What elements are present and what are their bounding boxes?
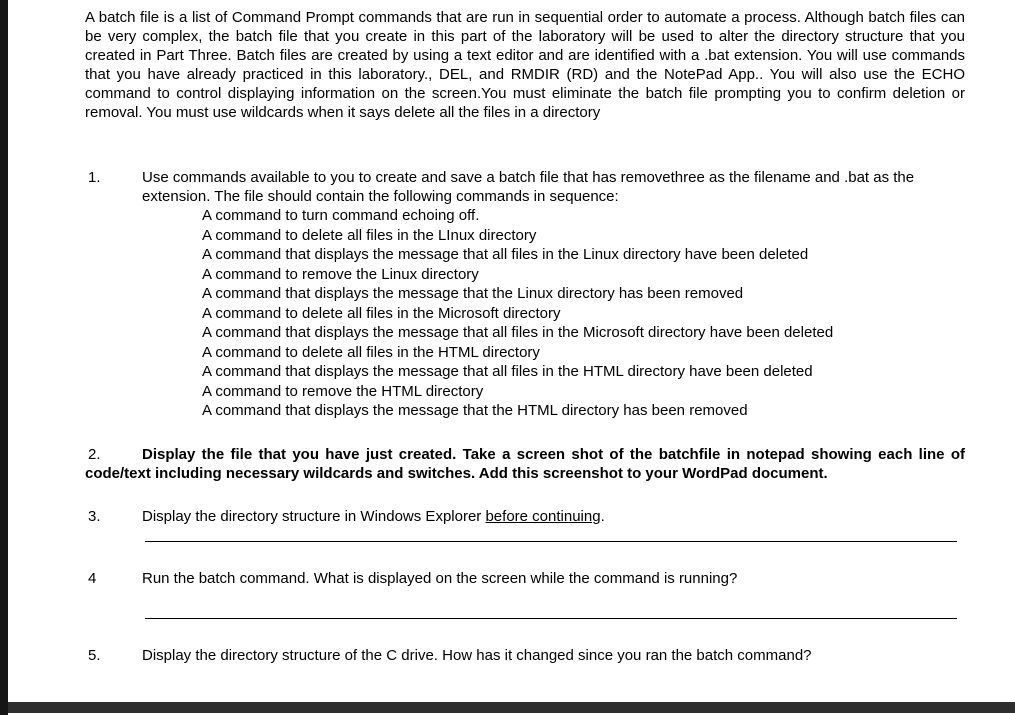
list-item-1 bbox=[85, 168, 965, 421]
item-1-body bbox=[142, 168, 965, 421]
list-item-3 bbox=[85, 507, 965, 526]
item-1-number: 1. bbox=[88, 169, 101, 187]
sub-item: A command to delete all files in the LInux directory bbox=[202, 226, 537, 244]
answer-line bbox=[145, 618, 957, 619]
sub-item: A command that displays the message that all files in the Microsoft directory have been deleted bbox=[202, 324, 834, 342]
item-4-text: Run the batch command. What is displayed on the screen while the command is running? bbox=[142, 570, 738, 588]
sub-item: A command to turn command echoing off. bbox=[202, 207, 480, 225]
sub-item: A command that displays the message that all files in the Linux directory have been deleted bbox=[202, 246, 809, 264]
sub-item: A command that displays the message that the Linux directory has been removed bbox=[202, 285, 744, 303]
item-3-number: 3. bbox=[88, 507, 101, 525]
intro-paragraph: A batch file is a list of Command Prompt commands that are run in sequential order to automate a process. Although batch files can be very complex, the batch file that you create in this part of the laboratory will be used to alter the directory structure that you created in Part Three. Batch files are created by using a text editor and are identified with a .bat extension. You will use commands that you have already practiced in this laboratory., DEL, and RMDIR (RD) and the NotePad App.. You will also use the ECHO command to control displaying information on the screen.You must eliminate the batch file prompting you to confirm deletion or removal. You must use wildcards when it says delete all the files in a directory bbox=[85, 9, 965, 122]
item-2-number: 2. bbox=[88, 445, 101, 463]
item-3-underlined-text: before continuing bbox=[485, 507, 601, 525]
sub-item: A command that displays the message that all files in the HTML directory have been deleted bbox=[202, 363, 813, 381]
list-item-5 bbox=[85, 646, 965, 665]
item-2-text: Display the file that you have just created. Take a screen shot of the batchfile in notepad showing each line of code/text including necessary wildcards and switches. Add this screenshot to your WordPad document. bbox=[85, 445, 965, 482]
sub-item: A command to remove the Linux directory bbox=[202, 265, 479, 283]
item-3-text: Display the directory structure in Windows Explorer bbox=[142, 507, 486, 525]
item-1-text: Use commands available to you to create and save a batch file that has removethree as the filename and .bat as the extension. The file should contain the following commands in sequence: bbox=[142, 169, 915, 206]
bottom-edge-bar bbox=[0, 702, 1015, 713]
sub-item: A command to delete all files in the HTML directory bbox=[202, 343, 540, 361]
sub-item: A command that displays the message that the HTML directory has been removed bbox=[202, 402, 748, 420]
item-4-number: 4 bbox=[88, 570, 97, 588]
command-sublist bbox=[202, 206, 965, 421]
list-item-4 bbox=[85, 569, 965, 588]
item-5-number: 5. bbox=[88, 647, 101, 665]
sub-item: A command to remove the HTML directory bbox=[202, 382, 484, 400]
document-content bbox=[85, 8, 965, 665]
list-item-2 bbox=[85, 445, 965, 483]
sub-item: A command to delete all files in the Microsoft directory bbox=[202, 304, 561, 322]
item-3-body bbox=[142, 507, 965, 526]
answer-line bbox=[145, 541, 957, 542]
item-5-text: Display the directory structure of the C drive. How has it changed since you ran the batch command? bbox=[142, 647, 812, 665]
item-3-text-after: . bbox=[600, 507, 605, 525]
left-edge-bar bbox=[0, 0, 8, 715]
